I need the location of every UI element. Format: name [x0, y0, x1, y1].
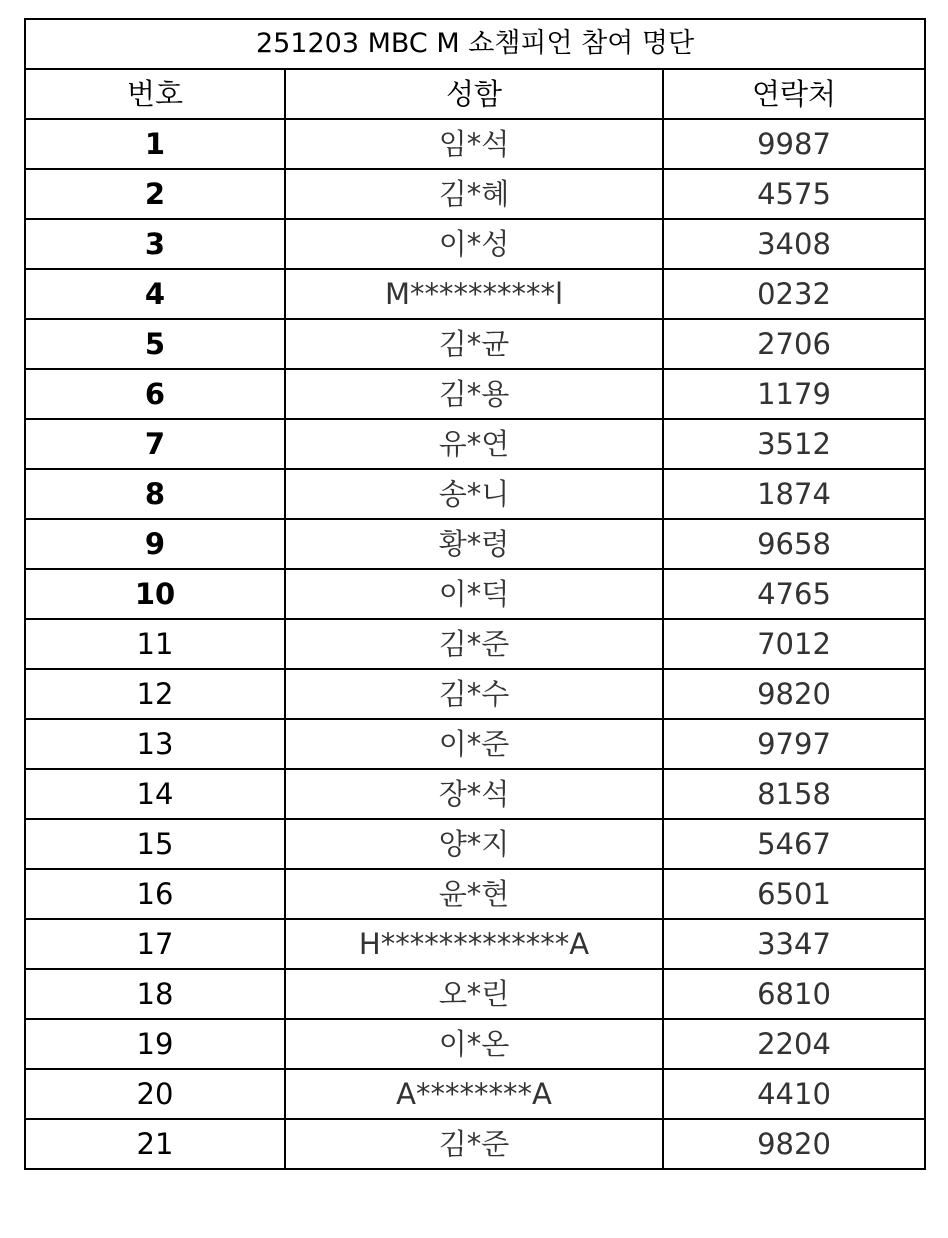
row-contact: 3408 [663, 219, 925, 269]
table-row [25, 119, 925, 169]
row-contact: 4575 [663, 169, 925, 219]
row-contact: 7012 [663, 619, 925, 669]
table-body [25, 119, 925, 1169]
row-contact: 9820 [663, 1119, 925, 1169]
row-number: 8 [25, 469, 285, 519]
table-row [25, 969, 925, 1019]
row-contact: 0232 [663, 269, 925, 319]
row-number: 7 [25, 419, 285, 469]
row-name: 유*연 [285, 419, 663, 469]
row-number: 3 [25, 219, 285, 269]
row-contact: 3347 [663, 919, 925, 969]
list-title: 251203 MBC M 쇼챔피언 참여 명단 [25, 19, 925, 69]
row-contact: 1179 [663, 369, 925, 419]
row-name: 양*지 [285, 819, 663, 869]
table-row [25, 619, 925, 669]
row-name: 오*린 [285, 969, 663, 1019]
table-row [25, 819, 925, 869]
row-contact: 6501 [663, 869, 925, 919]
table-row [25, 419, 925, 469]
table-row [25, 919, 925, 969]
table-row [25, 469, 925, 519]
row-number: 14 [25, 769, 285, 819]
row-name: 송*니 [285, 469, 663, 519]
row-contact: 2204 [663, 1019, 925, 1069]
row-name: 장*석 [285, 769, 663, 819]
row-number: 16 [25, 869, 285, 919]
row-name: H*************A [285, 919, 663, 969]
row-name: 황*령 [285, 519, 663, 569]
header-name: 성함 [285, 69, 663, 119]
row-name: 이*준 [285, 719, 663, 769]
participant-list-table [24, 18, 926, 1170]
row-name: A********A [285, 1069, 663, 1119]
row-name: 윤*현 [285, 869, 663, 919]
row-number: 9 [25, 519, 285, 569]
row-contact: 4410 [663, 1069, 925, 1119]
table-row [25, 869, 925, 919]
title-row [25, 19, 925, 69]
table-row [25, 219, 925, 269]
header-row [25, 69, 925, 119]
row-number: 6 [25, 369, 285, 419]
row-number: 18 [25, 969, 285, 1019]
table-row [25, 269, 925, 319]
row-name: 이*성 [285, 219, 663, 269]
table-row [25, 319, 925, 369]
row-name: 김*용 [285, 369, 663, 419]
row-contact: 1874 [663, 469, 925, 519]
row-contact: 9987 [663, 119, 925, 169]
row-number: 12 [25, 669, 285, 719]
row-contact: 9797 [663, 719, 925, 769]
row-name: 김*혜 [285, 169, 663, 219]
row-number: 13 [25, 719, 285, 769]
table-row [25, 1019, 925, 1069]
row-name: 임*석 [285, 119, 663, 169]
table-row [25, 769, 925, 819]
row-number: 20 [25, 1069, 285, 1119]
row-number: 2 [25, 169, 285, 219]
table-row [25, 169, 925, 219]
table-row [25, 669, 925, 719]
table-row [25, 569, 925, 619]
row-number: 4 [25, 269, 285, 319]
row-name: M**********l [285, 269, 663, 319]
row-name: 김*균 [285, 319, 663, 369]
row-contact: 9820 [663, 669, 925, 719]
row-number: 21 [25, 1119, 285, 1169]
row-contact: 5467 [663, 819, 925, 869]
row-number: 5 [25, 319, 285, 369]
row-contact: 3512 [663, 419, 925, 469]
row-number: 19 [25, 1019, 285, 1069]
row-name: 김*준 [285, 1119, 663, 1169]
table-row [25, 1119, 925, 1169]
row-name: 김*준 [285, 619, 663, 669]
table-row [25, 1069, 925, 1119]
row-contact: 4765 [663, 569, 925, 619]
row-number: 17 [25, 919, 285, 969]
table-row [25, 519, 925, 569]
table-row [25, 369, 925, 419]
table-row [25, 719, 925, 769]
row-contact: 6810 [663, 969, 925, 1019]
header-contact: 연락처 [663, 69, 925, 119]
row-number: 1 [25, 119, 285, 169]
row-name: 이*온 [285, 1019, 663, 1069]
row-name: 김*수 [285, 669, 663, 719]
row-contact: 2706 [663, 319, 925, 369]
row-contact: 9658 [663, 519, 925, 569]
row-number: 11 [25, 619, 285, 669]
header-number: 번호 [25, 69, 285, 119]
row-contact: 8158 [663, 769, 925, 819]
row-number: 10 [25, 569, 285, 619]
row-name: 이*덕 [285, 569, 663, 619]
row-number: 15 [25, 819, 285, 869]
